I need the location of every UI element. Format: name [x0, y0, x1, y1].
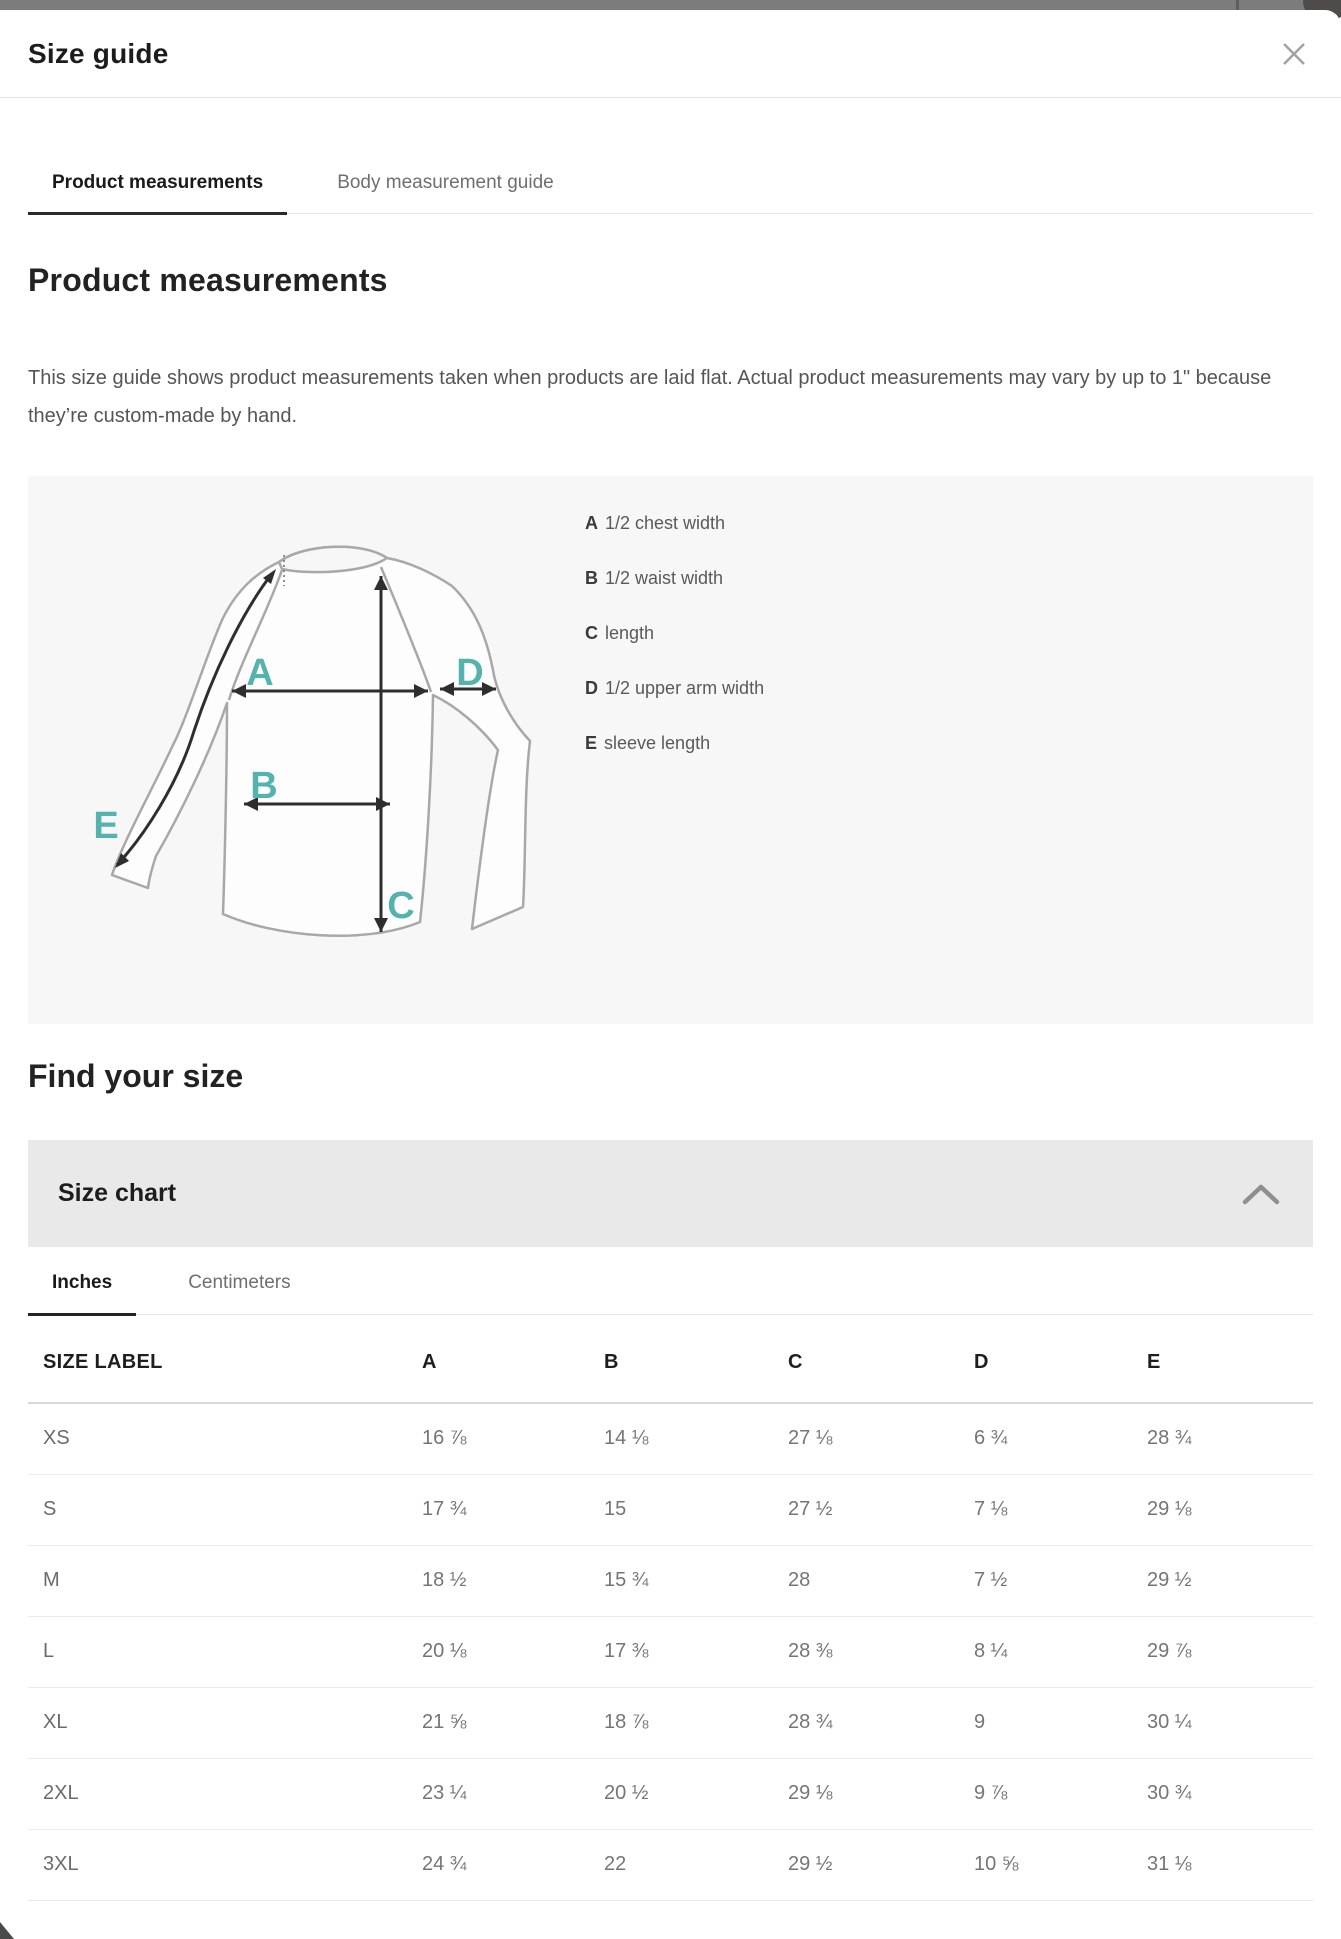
measurement-cell: 17 ⅜	[590, 1616, 774, 1687]
table-row-xs	[28, 1403, 1313, 1474]
modal-content	[0, 172, 1341, 1901]
modal-header	[0, 10, 1341, 98]
measurement-cell: 16 ⅞	[408, 1403, 590, 1474]
legend-label: 1/2 chest width	[605, 513, 726, 533]
size-chart-toggle[interactable]	[28, 1140, 1313, 1247]
measurement-legend	[585, 512, 764, 787]
measurement-cell: 29 ⅞	[1133, 1616, 1313, 1687]
tab-bar	[28, 172, 1313, 214]
measurement-cell: 8 ¼	[960, 1616, 1133, 1687]
column-header-e: E	[1133, 1315, 1313, 1403]
measurement-cell: 28 ⅜	[774, 1616, 960, 1687]
column-header-size-label: SIZE LABEL	[28, 1315, 408, 1403]
measurement-cell: 18 ⅞	[590, 1687, 774, 1758]
column-header-b: B	[590, 1315, 774, 1403]
section-heading: Product measurements	[28, 262, 388, 298]
size-label-cell: 3XL	[28, 1829, 408, 1900]
letter-c: C	[387, 885, 415, 927]
size-label-cell: 2XL	[28, 1758, 408, 1829]
measurement-cell: 31 ⅛	[1133, 1829, 1313, 1900]
measurement-cell: 29 ⅛	[1133, 1474, 1313, 1545]
size-label-cell: XS	[28, 1403, 408, 1474]
legend-item-b	[585, 567, 764, 589]
measurement-cell: 7 ⅛	[960, 1474, 1133, 1545]
legend-label: 1/2 upper arm width	[605, 678, 765, 698]
size-guide-modal	[0, 10, 1341, 1939]
shirt-diagram	[60, 528, 580, 1008]
background-divider	[1236, 0, 1239, 10]
column-header-d: D	[960, 1315, 1133, 1403]
table-row-l	[28, 1616, 1313, 1687]
size-label-cell: XL	[28, 1687, 408, 1758]
measurement-cell: 6 ¾	[960, 1403, 1133, 1474]
measurement-cell: 21 ⅝	[408, 1687, 590, 1758]
letter-e: E	[93, 805, 119, 847]
close-icon	[1279, 39, 1309, 69]
letter-b: B	[250, 765, 278, 807]
measurement-cell: 28 ¾	[1133, 1403, 1313, 1474]
section-description: This size guide shows product measurements taken when products are laid flat. Actual product measurements may vary by up to 1" because they’re custom-made by hand.	[28, 367, 1272, 427]
legend-key: E	[585, 733, 598, 753]
measurement-cell: 28	[774, 1545, 960, 1616]
letter-d: D	[456, 652, 484, 694]
size-label-cell: M	[28, 1545, 408, 1616]
tab-body-measurement-guide[interactable]: Body measurement guide	[337, 172, 554, 193]
table-row-s	[28, 1474, 1313, 1545]
chat-widget-corner	[0, 1922, 14, 1939]
measurement-cell: 27 ⅛	[774, 1403, 960, 1474]
tab-product-measurements[interactable]: Product measurements	[28, 172, 287, 215]
measurement-cell: 15 ¾	[590, 1545, 774, 1616]
shirt-outline	[112, 547, 530, 936]
table-row-xl	[28, 1687, 1313, 1758]
legend-item-c	[585, 622, 764, 644]
tab-inches[interactable]: Inches	[28, 1247, 136, 1316]
legend-label: length	[605, 623, 655, 643]
table-header-row	[28, 1315, 1313, 1403]
measurement-cell: 28 ¾	[774, 1687, 960, 1758]
measurement-cell: 23 ¼	[408, 1758, 590, 1829]
measurement-cell: 20 ⅛	[408, 1616, 590, 1687]
measurement-cell: 30 ¼	[1133, 1687, 1313, 1758]
measurement-diagram-panel	[28, 476, 1313, 1024]
measurement-cell: 18 ½	[408, 1545, 590, 1616]
legend-item-a	[585, 512, 764, 534]
legend-label: 1/2 waist width	[605, 568, 724, 588]
size-chart-title: Size chart	[58, 1179, 177, 1207]
legend-key: A	[585, 513, 598, 533]
size-label-cell: L	[28, 1616, 408, 1687]
measurement-cell: 15	[590, 1474, 774, 1545]
measurement-cell: 24 ¾	[408, 1829, 590, 1900]
tab-centimeters[interactable]: Centimeters	[188, 1272, 291, 1293]
legend-label: sleeve length	[604, 733, 711, 753]
legend-key: B	[585, 568, 598, 588]
measurement-cell: 9 ⅞	[960, 1758, 1133, 1829]
unit-tab-bar	[28, 1247, 1313, 1315]
size-chart-table	[28, 1315, 1313, 1901]
measurement-cell: 10 ⅝	[960, 1829, 1133, 1900]
table-body	[28, 1403, 1313, 1900]
measurement-cell: 29 ⅛	[774, 1758, 960, 1829]
table-row-3xl	[28, 1829, 1313, 1900]
measurement-cell: 29 ½	[1133, 1545, 1313, 1616]
legend-item-e	[585, 732, 764, 754]
measurement-cell: 20 ½	[590, 1758, 774, 1829]
column-header-c: C	[774, 1315, 960, 1403]
chevron-up-icon	[1239, 1182, 1283, 1206]
measurement-cell: 9	[960, 1687, 1133, 1758]
find-size-heading: Find your size	[28, 1058, 244, 1094]
measurement-cell: 27 ½	[774, 1474, 960, 1545]
measurement-cell: 30 ¾	[1133, 1758, 1313, 1829]
legend-key: C	[585, 623, 598, 643]
table-row-m	[28, 1545, 1313, 1616]
page-background-strip	[0, 0, 1341, 10]
measurement-cell: 14 ⅛	[590, 1403, 774, 1474]
letter-a: A	[246, 652, 274, 694]
measurement-cell: 17 ¾	[408, 1474, 590, 1545]
legend-key: D	[585, 678, 598, 698]
modal-title: Size guide	[28, 37, 169, 69]
table-row-2xl	[28, 1758, 1313, 1829]
measurement-cell: 22	[590, 1829, 774, 1900]
close-button[interactable]	[1275, 35, 1313, 73]
measurement-cell: 29 ½	[774, 1829, 960, 1900]
column-header-a: A	[408, 1315, 590, 1403]
legend-item-d	[585, 677, 764, 699]
measurement-cell: 7 ½	[960, 1545, 1133, 1616]
size-label-cell: S	[28, 1474, 408, 1545]
